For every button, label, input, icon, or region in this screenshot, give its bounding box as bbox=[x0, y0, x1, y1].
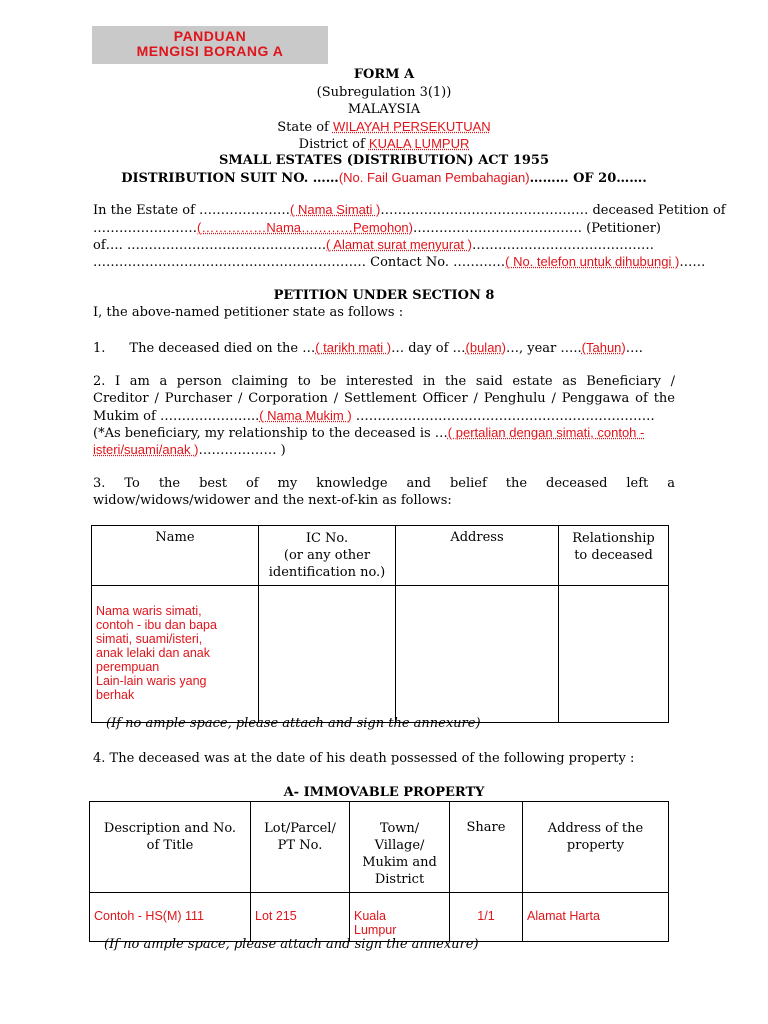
annexure-note-2: (If no ample space, please attach and sign the annexure) bbox=[104, 937, 479, 952]
estate-text: …………………………………… bbox=[472, 238, 654, 253]
estate-text: …………………… bbox=[93, 221, 197, 236]
month-field: (bulan) bbox=[465, 340, 506, 355]
heir-name-cell bbox=[92, 586, 259, 723]
ic-cell[interactable] bbox=[259, 586, 396, 723]
estate-text: ……………………………………………………… Contact No. ………… bbox=[93, 255, 506, 270]
header-property-address bbox=[523, 802, 669, 893]
property-address-cell: Alamat Harta bbox=[523, 893, 669, 942]
p1-number: 1. bbox=[93, 341, 106, 356]
title-cell: Contoh - HS(M) 111 bbox=[90, 893, 251, 942]
estate-line-1 bbox=[93, 202, 726, 218]
p2-text: …………………………………………………………… bbox=[351, 409, 655, 424]
p2-text: ……………… ) bbox=[198, 443, 286, 458]
address-cell[interactable] bbox=[396, 586, 559, 723]
heir-line: simati, suami/isteri, bbox=[96, 632, 203, 646]
guide-banner bbox=[92, 26, 328, 64]
header-ic-line: IC No. bbox=[305, 531, 349, 546]
heir-line: Lain-lain waris yang bbox=[96, 674, 207, 688]
header-line: Lot/Parcel/ bbox=[264, 821, 336, 836]
contact-field: ( No. telefon untuk dihubungi ) bbox=[505, 254, 680, 269]
relationship-cell[interactable] bbox=[559, 586, 669, 723]
header-line: District bbox=[374, 872, 425, 887]
banner-line-1: PANDUAN bbox=[173, 28, 247, 44]
p1-text: The deceased died on the … bbox=[129, 341, 316, 356]
header-rel-line: Relationship bbox=[572, 531, 655, 546]
header-line: Mukim and bbox=[362, 855, 437, 870]
death-date-field: ( tarikh mati ) bbox=[315, 340, 392, 355]
country: MALAYSIA bbox=[347, 102, 421, 117]
petition-heading: PETITION UNDER SECTION 8 bbox=[273, 288, 495, 303]
relationship-field: ( pertalian dengan simati, contoh - bbox=[447, 425, 645, 440]
paragraph-1 bbox=[93, 340, 675, 356]
p1-text: …, year ….. bbox=[505, 341, 582, 356]
header-ic-line: identification no.) bbox=[268, 565, 386, 580]
form-title: FORM A bbox=[353, 67, 415, 82]
header-ic-line: (or any other bbox=[283, 548, 371, 563]
petitioner-name-field: (……………Nama…………Pemohon) bbox=[197, 220, 413, 235]
lot-cell: Lot 215 bbox=[251, 893, 350, 942]
estate-text: In the Estate of ………………… bbox=[93, 203, 291, 218]
table-row bbox=[90, 893, 669, 942]
address-field: ( Alamat surat menyurat ) bbox=[326, 237, 472, 252]
suit-line bbox=[0, 170, 768, 186]
header-line: Village/ bbox=[374, 838, 425, 853]
mukim-field: ( Nama Mukim ) bbox=[259, 408, 352, 423]
share-cell: 1/1 bbox=[450, 893, 523, 942]
heir-line: anak lelaki dan anak bbox=[96, 646, 210, 660]
header-address: Address bbox=[396, 526, 559, 586]
year-field: (Tahun) bbox=[581, 340, 626, 355]
header-ic bbox=[259, 526, 396, 586]
p2-line-2: Creditor / Purchaser / Corporation / Settlement Officer / Penghulu / Penggawa of the bbox=[93, 391, 675, 406]
district-line bbox=[0, 136, 768, 152]
p2-text: Mukim of ………………….. bbox=[93, 409, 260, 424]
p1-text: …. bbox=[625, 341, 643, 356]
header-rel-line: to deceased bbox=[574, 548, 653, 563]
header-line: of Title bbox=[146, 838, 194, 853]
header-line: Address of the bbox=[547, 821, 644, 836]
p2-line-5 bbox=[93, 442, 675, 458]
header-line: property bbox=[566, 838, 625, 853]
state-line bbox=[0, 119, 768, 135]
heir-line: Nama waris simati, bbox=[96, 604, 202, 618]
header-line: Description and No. bbox=[103, 821, 237, 836]
header-title bbox=[90, 802, 251, 893]
suit-label: DISTRIBUTION SUIT NO. …… bbox=[121, 171, 339, 186]
header-relationship bbox=[559, 526, 669, 586]
p2-text: (*As beneficiary, my relationship to the deceased is … bbox=[93, 426, 448, 441]
town-line: Lumpur bbox=[354, 923, 397, 937]
estate-text: ………………………………………… deceased Petition of bbox=[380, 203, 726, 218]
next-of-kin-table bbox=[91, 525, 669, 723]
table-row bbox=[92, 586, 669, 723]
heir-line: perempuan bbox=[96, 660, 160, 674]
p2-line-3 bbox=[93, 408, 675, 424]
p1-text: … day of … bbox=[391, 341, 466, 356]
p2-line-1: 2. I am a person claiming to be interested in the said estate as Beneficiary / bbox=[93, 374, 675, 389]
immovable-property-table bbox=[89, 801, 669, 942]
p3-line-1: 3. To the best of my knowledge and belief the deceased left a bbox=[93, 476, 675, 491]
subregulation: (Subregulation 3(1)) bbox=[316, 85, 452, 100]
p2-line-4 bbox=[93, 425, 675, 441]
estate-text: of…. ………………………………………. bbox=[93, 238, 327, 253]
paragraph-4: 4. The deceased was at the date of his death possessed of the following property : bbox=[93, 751, 635, 766]
district-value: KUALA LUMPUR bbox=[368, 136, 470, 151]
state-label: State of bbox=[277, 120, 333, 135]
table-header-row bbox=[92, 526, 669, 586]
p3-line-2: widow/widows/widower and the next-of-kin as follows: bbox=[93, 493, 452, 508]
heir-line: contoh - ibu dan bapa bbox=[96, 618, 217, 632]
estate-text: …… bbox=[679, 255, 706, 270]
header-name: Name bbox=[92, 526, 259, 586]
header-lot bbox=[251, 802, 350, 893]
estate-line-3 bbox=[93, 237, 675, 253]
relationship-field-cont: isteri/suami/anak ) bbox=[93, 442, 199, 457]
petition-intro: I, the above-named petitioner state as follows : bbox=[93, 305, 404, 320]
annexure-note-1: (If no ample space, please attach and sign the annexure) bbox=[106, 716, 481, 731]
estate-line-2 bbox=[93, 220, 675, 236]
state-value: WILAYAH PERSEKUTUAN bbox=[332, 119, 491, 134]
suit-tail: ……… OF 20……. bbox=[529, 171, 647, 186]
estate-text: ………………………………… (Petitioner) bbox=[413, 221, 662, 236]
town-cell bbox=[350, 893, 450, 942]
town-line: Kuala bbox=[354, 909, 386, 923]
estate-line-4 bbox=[93, 254, 706, 270]
deceased-name-field: ( Nama Simati ) bbox=[290, 202, 381, 217]
section-a-heading: A- IMMOVABLE PROPERTY bbox=[283, 785, 485, 800]
act-title: SMALL ESTATES (DISTRIBUTION) ACT 1955 bbox=[218, 153, 550, 168]
header-line: Town/ bbox=[379, 821, 420, 836]
table-header-row bbox=[90, 802, 669, 893]
header-line: PT No. bbox=[277, 838, 323, 853]
suit-value: (No. Fail Guaman Pembahagian) bbox=[338, 170, 530, 185]
heir-line: berhak bbox=[96, 688, 135, 702]
header-town bbox=[350, 802, 450, 893]
header-share: Share bbox=[450, 802, 523, 893]
banner-line-2: MENGISI BORANG A bbox=[136, 43, 284, 59]
district-label: District of bbox=[298, 137, 369, 152]
